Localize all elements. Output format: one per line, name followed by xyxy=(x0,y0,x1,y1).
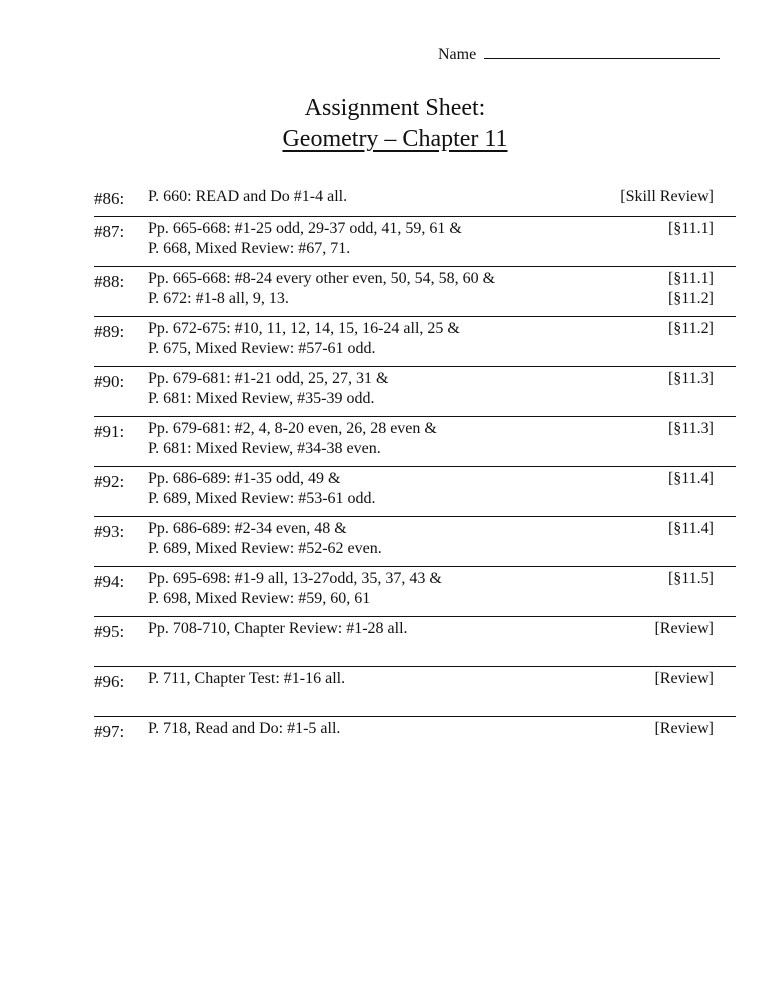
assignment-description xyxy=(148,566,594,616)
assignment-row xyxy=(94,616,736,666)
assignment-line-2: P. 681: Mixed Review, #35-39 odd. xyxy=(148,389,375,407)
assignment-number: #87: xyxy=(94,216,148,266)
assignment-number: #90: xyxy=(94,366,148,416)
assignment-line-1: Pp. 686-689: #1-35 odd, 49 & xyxy=(148,469,341,487)
assignment-section xyxy=(594,616,736,666)
assignment-row xyxy=(94,466,736,516)
assignment-number: #96: xyxy=(94,666,148,716)
assignment-line-2: P. 668, Mixed Review: #67, 71. xyxy=(148,239,351,257)
assignment-row xyxy=(94,184,736,216)
assignment-section xyxy=(594,566,736,616)
assignment-section xyxy=(594,666,736,716)
assignment-number: #94: xyxy=(94,566,148,616)
assignment-section xyxy=(594,416,736,466)
assignment-number: #91: xyxy=(94,416,148,466)
name-blank-line[interactable] xyxy=(484,44,720,59)
assignment-description xyxy=(148,716,594,756)
assignment-section xyxy=(594,716,736,756)
assignment-row xyxy=(94,416,736,466)
assignment-line-2: P. 675, Mixed Review: #57-61 odd. xyxy=(148,339,376,357)
assignment-row xyxy=(94,216,736,266)
section-ref-1: [§11.1] xyxy=(667,219,714,237)
section-ref-2: [§11.2] xyxy=(667,289,714,307)
assignment-line-2: P. 689, Mixed Review: #53-61 odd. xyxy=(148,489,376,507)
assignment-description xyxy=(148,516,594,566)
assignment-line-1: Pp. 695-698: #1-9 all, 13-27odd, 35, 37, 43 & xyxy=(148,569,442,587)
assignment-line-1: Pp. 679-681: #2, 4, 8-20 even, 26, 28 even & xyxy=(148,419,437,437)
assignment-number: #93: xyxy=(94,516,148,566)
assignment-line-2: P. 689, Mixed Review: #52-62 even. xyxy=(148,539,382,557)
assignment-section xyxy=(594,266,736,316)
section-ref-1: [§11.3] xyxy=(667,419,714,437)
assignment-line-2: P. 681: Mixed Review, #34-38 even. xyxy=(148,439,381,457)
assignment-line-1: Pp. 665-668: #8-24 every other even, 50, 54, 58, 60 & xyxy=(148,269,496,287)
assignment-description xyxy=(148,266,594,316)
section-ref-1: [§11.4] xyxy=(667,519,714,537)
assignment-line-2: P. 698, Mixed Review: #59, 60, 61 xyxy=(148,589,371,607)
name-label: Name xyxy=(438,46,477,63)
assignment-section xyxy=(594,316,736,366)
assignment-section xyxy=(594,516,736,566)
name-field[interactable] xyxy=(438,44,720,64)
section-ref-1: [§11.2] xyxy=(667,319,714,337)
assignment-row xyxy=(94,716,736,756)
assignment-line-1: Pp. 708-710, Chapter Review: #1-28 all. xyxy=(148,619,408,637)
assignment-number: #86: xyxy=(94,189,125,208)
assignment-section xyxy=(594,466,736,516)
assignment-section xyxy=(594,366,736,416)
section-ref-1: [Skill Review] xyxy=(620,188,714,205)
assignment-line-1: Pp. 672-675: #10, 11, 12, 14, 15, 16-24 all, 25 & xyxy=(148,319,460,337)
assignment-description xyxy=(148,616,594,666)
assignment-line-1: Pp. 679-681: #1-21 odd, 25, 27, 31 & xyxy=(148,369,389,387)
section-ref-1: [§11.4] xyxy=(667,469,714,487)
sheet-subtitle xyxy=(0,126,768,153)
assignment-number: #97: xyxy=(94,716,148,756)
assignment-number: #95: xyxy=(94,616,148,666)
section-ref-1: [§11.3] xyxy=(667,369,714,387)
assignment-row xyxy=(94,666,736,716)
assignment-line-1: P. 711, Chapter Test: #1-16 all. xyxy=(148,669,346,687)
assignment-number: #88: xyxy=(94,266,148,316)
assignment-line-2: P. 672: #1-8 all, 9, 13. xyxy=(148,289,289,307)
section-ref-1: [§11.1] xyxy=(667,269,714,287)
sheet-title: Assignment Sheet: xyxy=(304,95,486,121)
assignment-description xyxy=(148,666,594,716)
assignment-line-1: Pp. 665-668: #1-25 odd, 29-37 odd, 41, 59, 61 & xyxy=(148,219,462,237)
assignment-line-1: Pp. 686-689: #2-34 even, 48 & xyxy=(148,519,347,537)
assignment-description xyxy=(148,366,594,416)
assignment-description xyxy=(148,216,594,266)
assignment-row xyxy=(94,566,736,616)
assignment-number: #89: xyxy=(94,316,148,366)
assignment-number: #92: xyxy=(94,466,148,516)
section-ref-1: [Review] xyxy=(654,719,714,737)
assignment-section xyxy=(594,184,736,216)
assignment-row xyxy=(94,366,736,416)
assignment-row xyxy=(94,266,736,316)
assignment-table xyxy=(94,184,736,756)
assignment-line-1: P. 660: READ and Do #1-4 all. xyxy=(148,188,348,205)
assignment-description xyxy=(148,466,594,516)
assignment-description xyxy=(148,416,594,466)
assignment-description xyxy=(148,316,594,366)
assignment-line-1: P. 718, Read and Do: #1-5 all. xyxy=(148,719,341,737)
assignment-description xyxy=(148,184,594,216)
section-ref-1: [Review] xyxy=(654,669,714,687)
section-ref-1: [§11.5] xyxy=(667,569,714,587)
assignment-row xyxy=(94,316,736,366)
assignment-section xyxy=(594,216,736,266)
assignment-row xyxy=(94,516,736,566)
section-ref-1: [Review] xyxy=(654,619,714,637)
chapter-title: Geometry – Chapter 11 xyxy=(282,126,508,152)
